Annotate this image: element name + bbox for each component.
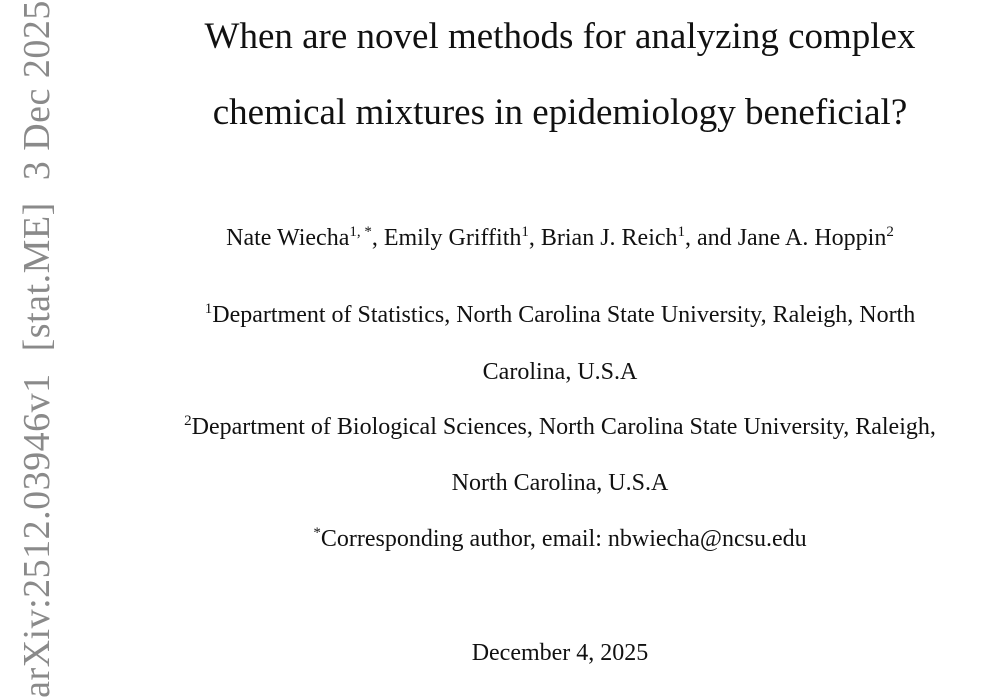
arxiv-watermark <box>15 0 59 698</box>
arxiv-id: arXiv:2512.03946v1 <box>16 373 58 698</box>
author: Brian J. Reich$^1$ <box>540 224 686 251</box>
affiliation-2: $^2$Department of Biological Sciences, North Carolina State University, Raleigh, <box>184 413 936 440</box>
affiliation-1: $^1$Department of Statistics, North Carolina State University, Raleigh, North <box>204 301 916 328</box>
affiliation-2-continued: North Carolina, U.S.A <box>451 470 669 496</box>
paper-title-line-1: When are novel methods for analyzing complex <box>204 16 916 57</box>
arxiv-category: [stat.ME] <box>16 202 58 352</box>
corresponding-author: *Corresponding author, email: nbwiecha@ncsu.edu <box>313 525 807 552</box>
author: Nate Wiecha$^{1, *}$ <box>226 224 372 251</box>
paper-date: December 4, 2025 <box>471 640 649 666</box>
paper-title-line-2: chemical mixtures in epidemiology beneficial? <box>212 92 908 133</box>
arxiv-date: 3 Dec 2025 <box>16 0 58 181</box>
author: Jane A. Hoppin$^2$ <box>737 224 894 251</box>
affiliation-1-continued: Carolina, U.S.A <box>482 359 638 385</box>
author: Emily Griffith$^1$ <box>383 224 529 251</box>
author-list: Nate Wiecha$^{1, *}$, Emily Griffith$^1$, Brian J. Reich$^1$, and Jane A. Hoppin$^2$ <box>226 224 894 251</box>
